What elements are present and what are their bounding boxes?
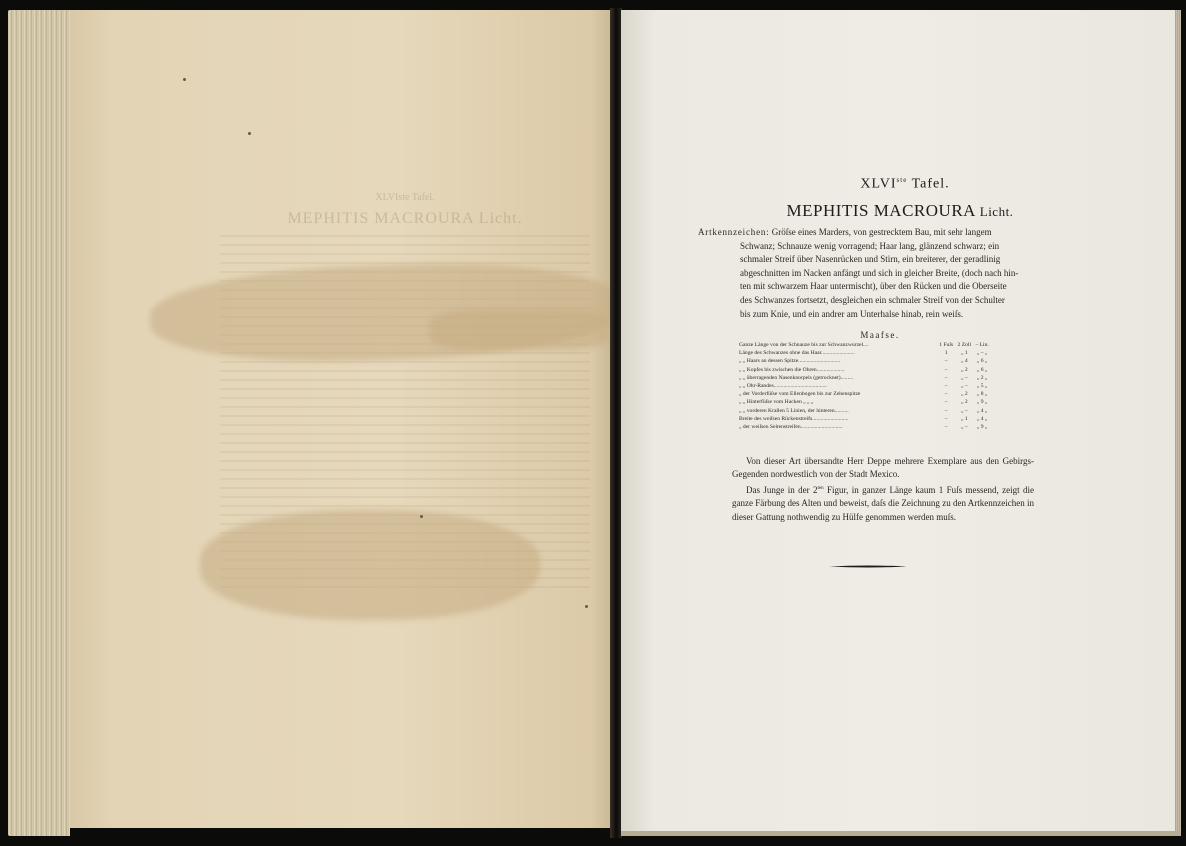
measure-fuss: – <box>944 366 948 373</box>
measure-fuss: – <box>944 391 948 398</box>
plate-heading <box>825 176 985 193</box>
measure-zoll: 2 Zoll <box>957 342 972 348</box>
measures-heading: Maafse. <box>860 330 900 340</box>
table-row <box>739 366 991 374</box>
species-author: Licht. <box>979 204 1014 219</box>
measure-label: „ „ Haars an dessen Spitze.............................. <box>739 358 841 365</box>
artkennzeichen-line: bis zum Knie, und ein andrer am Unterhalse hinab, rein weiſs. <box>740 308 964 319</box>
show-through-heading: XLVIste Tafel. <box>375 192 435 203</box>
measure-zoll: „ 1 <box>960 415 968 422</box>
water-stain-small <box>430 310 610 350</box>
measure-lin: „ 6 „ <box>976 366 988 373</box>
measure-label: „ „ Ohr-Randes...................................... <box>739 383 827 390</box>
paragraph-junge-rest: Figur, in ganzer Länge kaum 1 Fuſs messend, zeigt die ganze Färbung des Alten und beweist, daſs die Zeichnung zu den Artkennzeichen in dieser Gattung nothwendig zu Hülfe genommen werden muſs. <box>732 484 1034 522</box>
measure-fuss: – <box>944 399 948 406</box>
table-row <box>739 374 991 382</box>
right-page-bottom-edge <box>621 831 1181 836</box>
closing-text <box>732 455 1034 524</box>
measure-lin: „ 2 „ <box>976 374 988 381</box>
plate-word: Tafel. <box>911 176 950 192</box>
measure-fuss: – <box>944 358 948 365</box>
table-row <box>739 415 991 423</box>
measure-zoll: „ 2 <box>960 399 968 406</box>
table-row <box>739 349 991 357</box>
measure-lin: „ 4 „ <box>976 407 988 414</box>
table-row <box>739 341 991 349</box>
measure-fuss: – <box>944 424 948 431</box>
measure-label: „ „ vorderen Krallen 5 Linien, der hinteren.......... <box>739 407 849 414</box>
right-page-edge <box>1175 10 1181 836</box>
ordinal-suffix: ten <box>817 485 824 491</box>
measure-label: „ der weiſsen Seitenstreifen.............................. <box>739 424 843 431</box>
artkennzeichen-line: Gröſse eines Marders, von gestrecktem Bau, mit sehr langem <box>771 227 992 237</box>
table-row <box>739 398 991 406</box>
artkennzeichen-line: schmaler Streif über Nasenrücken und Stirn, ein breiterer, der geradlinig <box>740 254 1001 265</box>
measure-fuss: – <box>944 415 948 422</box>
measure-label: „ „ Kopfes bis zwischen die Ohren.................... <box>739 366 845 373</box>
measure-lin: „ 6 „ <box>976 358 988 365</box>
artkennzeichen-line: Schwanz; Schnauze wenig vorragend; Haar lang, glänzend schwarz; ein <box>740 240 1000 251</box>
measure-zoll: „ – <box>960 424 968 431</box>
measure-zoll: „ 4 <box>960 358 968 365</box>
left-page-edges <box>8 10 70 836</box>
measure-label: „ „ Hinterfüſse vom Hacken „ „ „ <box>739 399 814 406</box>
measure-fuss: – <box>944 374 948 381</box>
ornamental-rule <box>829 565 907 568</box>
measure-fuss: – <box>944 383 948 390</box>
measure-zoll: „ 2 <box>960 366 968 373</box>
species-title <box>700 201 1100 221</box>
measure-lin: „ 4 „ <box>976 415 988 422</box>
water-stain-lower <box>200 510 540 620</box>
table-row <box>739 423 991 431</box>
artkennzeichen-label: Artkennzeichen: <box>698 227 770 237</box>
measure-label: Ganze Länge von der Schnauze bis zur Schwanzwurzel.... <box>739 342 869 348</box>
measure-fuss: – <box>944 407 948 414</box>
measure-zoll: „ – <box>960 383 968 390</box>
species-name: MEPHITIS MACROURA <box>786 201 975 220</box>
foxing-spot <box>420 515 423 518</box>
measures-table <box>739 341 991 431</box>
paragraph-junge-start: Das Junge in der 2 <box>746 484 818 495</box>
table-row <box>739 407 991 415</box>
foxing-spot <box>183 78 186 81</box>
paragraph-deppe: Von dieser Art übersandte Herr Deppe mehrere Exemplare aus den Gebirgs-Gegenden nordwestlich von der Stadt Mexico. <box>732 456 1034 480</box>
left-page <box>70 10 612 828</box>
artkennzeichen-line: des Schwanzes fortsetzt, desgleichen ein schmaler Streif von der Schulter <box>740 294 1005 305</box>
plate-number: XLVI <box>860 176 897 192</box>
measure-lin: „ 5 „ <box>976 383 988 390</box>
measure-label: Länge des Schwanzes ohne das Haar........................ <box>739 350 855 357</box>
measure-label: Breite des weiſsen Rückenstreifs.......................... <box>739 415 849 422</box>
show-through-title: MEPHITIS MACROURA Licht. <box>287 210 523 227</box>
measure-label: „ „ überragenden Nasenknorpels (getrocknet)......... <box>739 374 854 381</box>
foxing-spot <box>585 605 588 608</box>
measure-fuss: 1 Fuſs <box>939 342 954 348</box>
measure-zoll: „ 1 <box>960 350 968 357</box>
artkennzeichen-paragraph <box>698 226 1020 321</box>
measure-label: „ der Vorderfüſse vom Ellenbogen bis zur Zehenspitze <box>739 391 861 398</box>
table-row <box>739 390 991 398</box>
measure-lin: – Lin. <box>975 342 989 348</box>
artkennzeichen-line: abgeschnitten im Nacken anfängt und sich in gleicher Breite, (doch nach hin- <box>740 267 1019 278</box>
measure-zoll: „ – <box>960 374 968 381</box>
measure-lin: „ 8 „ <box>976 391 988 398</box>
table-row <box>739 357 991 365</box>
measure-zoll: „ – <box>960 407 968 414</box>
measure-lin: „ – „ <box>976 350 988 357</box>
measure-fuss: 1 <box>944 350 948 357</box>
plate-number-suffix: ste <box>896 176 908 184</box>
measure-lin: „ 9 „ <box>976 424 988 431</box>
artkennzeichen-line: ten mit schwarzem Haar untermischt), über den Rücken und die Oberseite <box>740 281 1007 292</box>
measure-zoll: „ 2 <box>960 391 968 398</box>
foxing-spot <box>248 132 251 135</box>
measure-lin: „ 9 „ <box>976 399 988 406</box>
table-row <box>739 382 991 390</box>
paragraph-junge <box>732 482 1034 524</box>
